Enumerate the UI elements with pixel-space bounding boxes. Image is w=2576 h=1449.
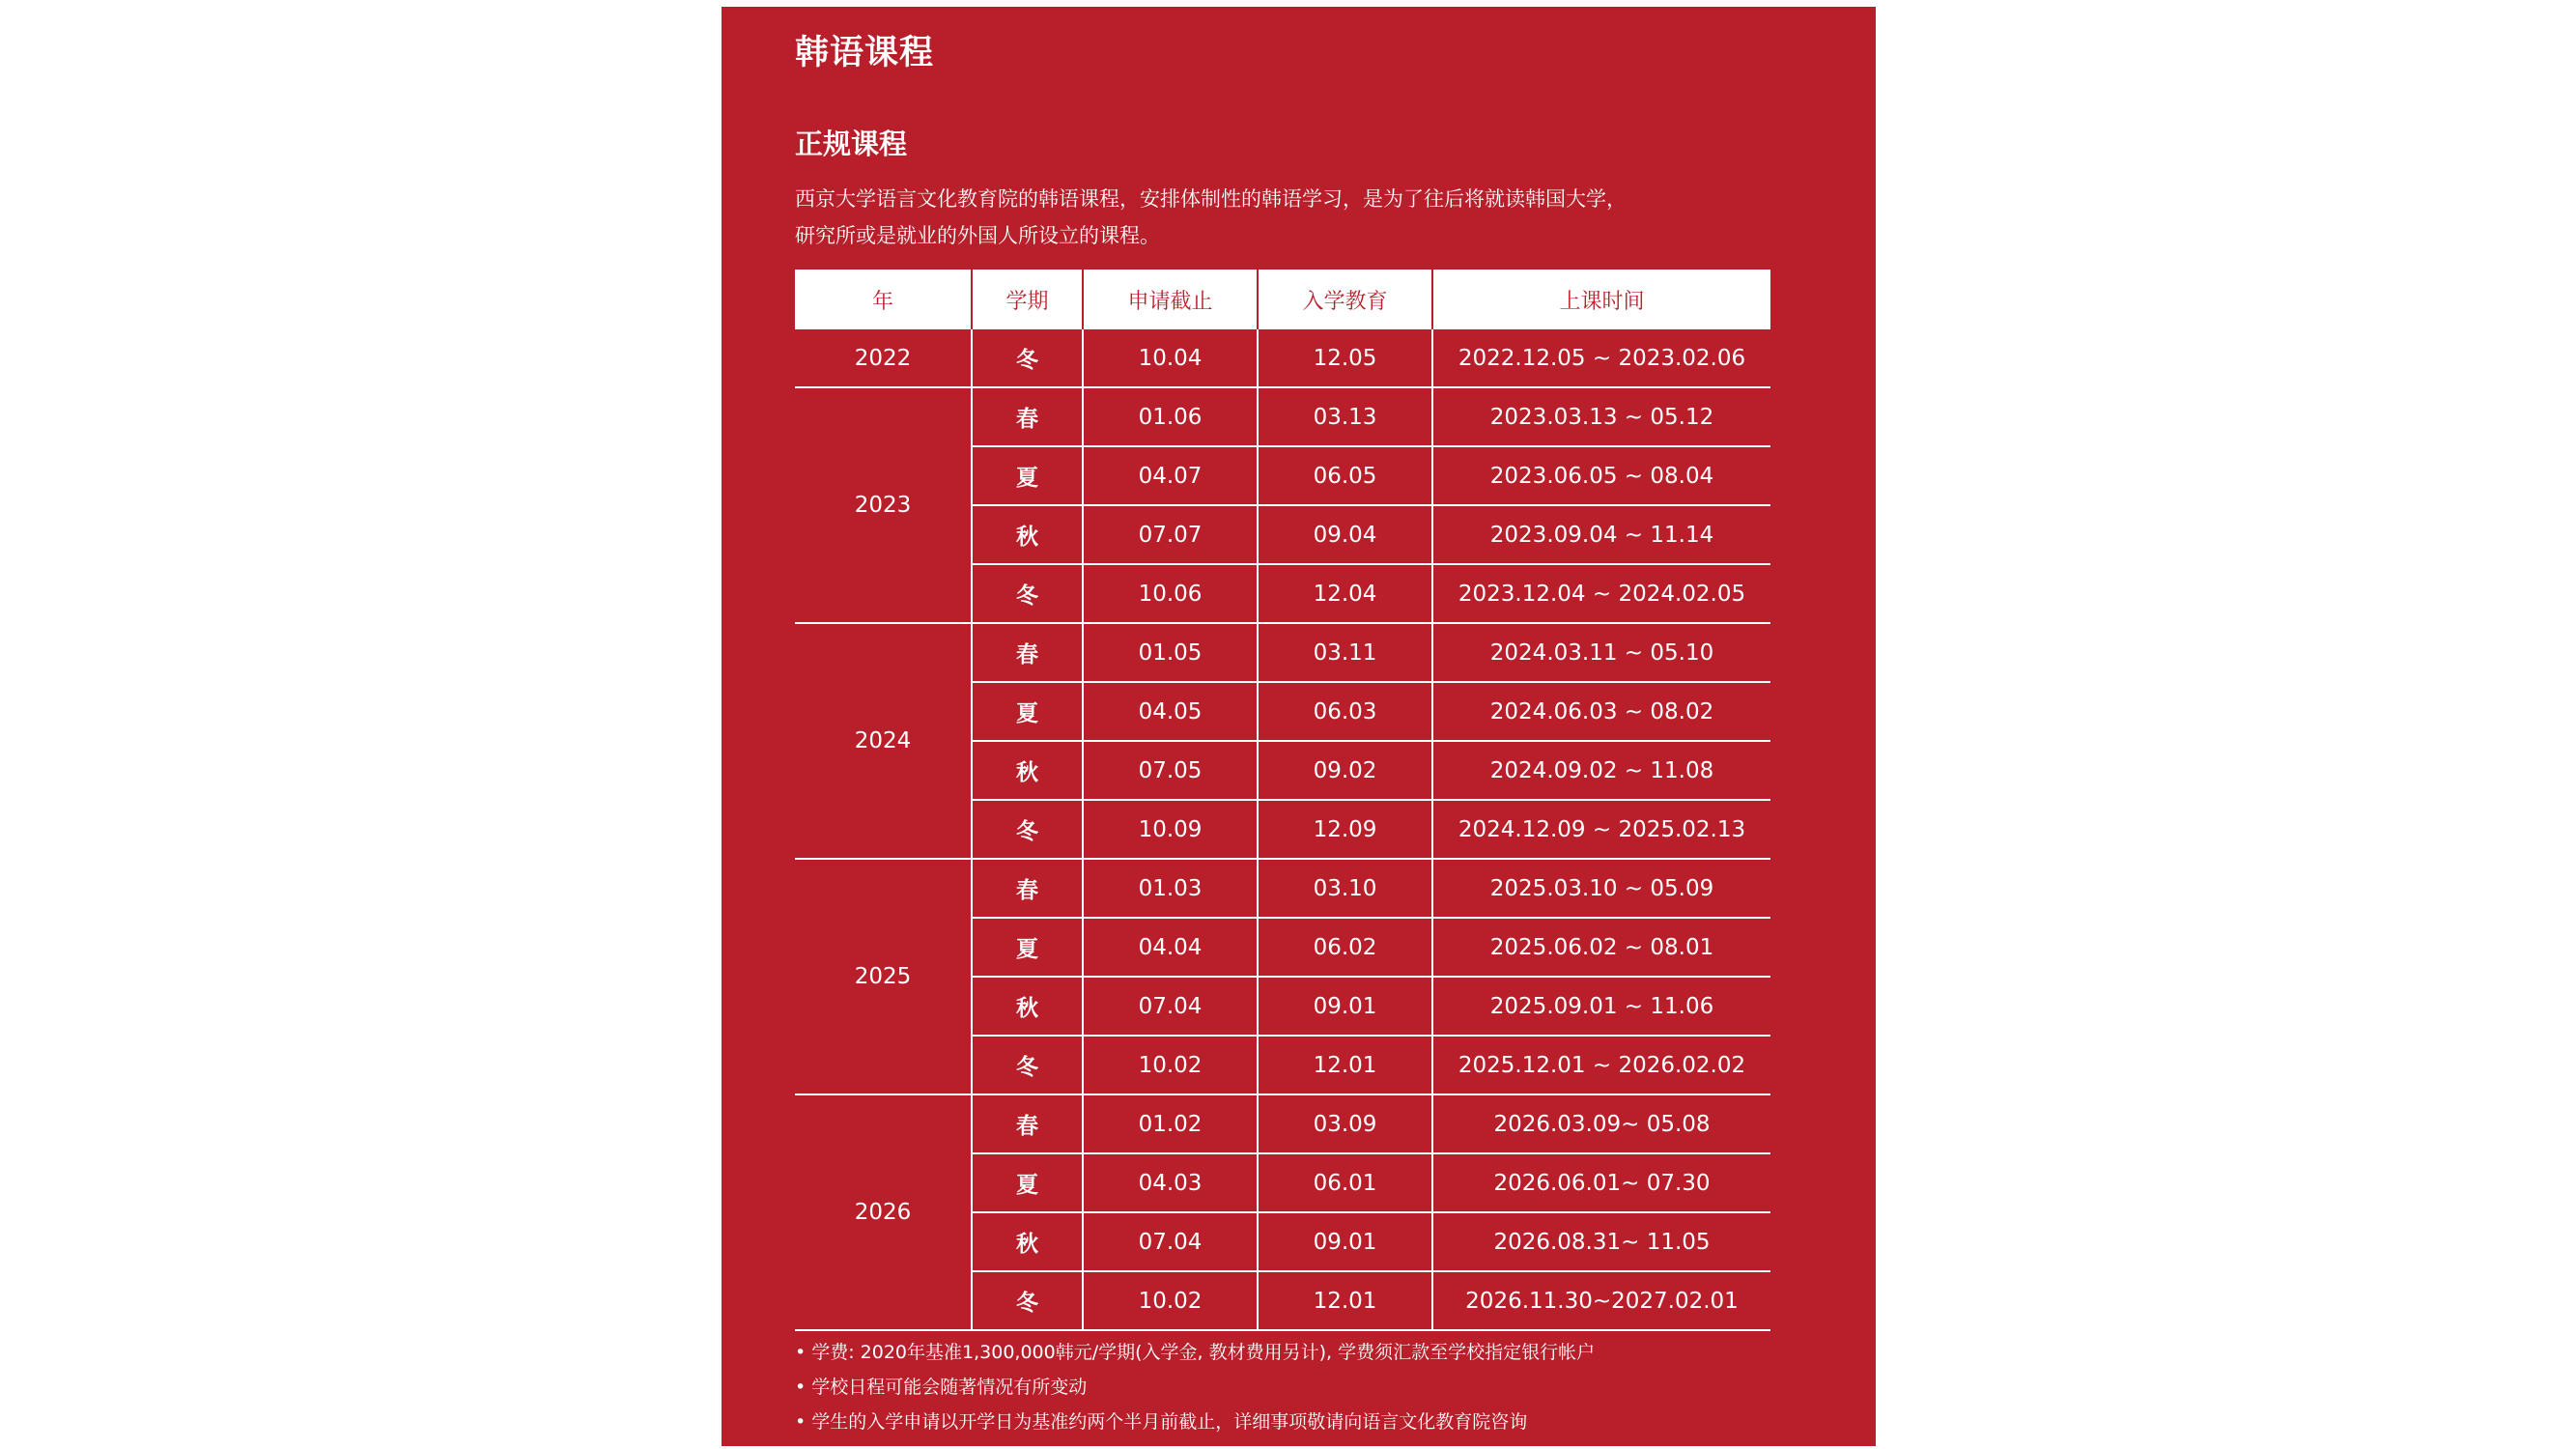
cell-year: 2023 [795,387,972,623]
cell-deadline: 04.04 [1083,918,1258,977]
cell-deadline: 07.04 [1083,1212,1258,1271]
cell-orientation: 03.10 [1258,859,1432,918]
cell-period: 2025.03.10 ~ 05.09 [1432,859,1770,918]
cell-deadline: 01.02 [1083,1094,1258,1153]
cell-orientation: 09.04 [1258,505,1432,564]
cell-period: 2025.12.01 ~ 2026.02.02 [1432,1036,1770,1094]
course-panel [722,7,1876,1446]
cell-orientation: 06.02 [1258,918,1432,977]
cell-orientation: 09.01 [1258,1212,1432,1271]
cell-term: 春 [972,623,1083,682]
cell-orientation: 06.01 [1258,1153,1432,1212]
intro-text [795,181,1819,254]
cell-deadline: 04.07 [1083,446,1258,505]
cell-term: 春 [972,859,1083,918]
cell-term: 秋 [972,505,1083,564]
cell-term: 秋 [972,741,1083,800]
schedule-body [795,329,1770,1330]
page-title: 韩语课程 [795,34,935,72]
intro-line: 研究所或是就业的外国人所设立的课程。 [795,224,1160,247]
cell-deadline: 01.06 [1083,387,1258,446]
table-row [795,1094,1770,1153]
cell-year: 2022 [795,329,972,387]
cell-period: 2026.06.01~ 07.30 [1432,1153,1770,1212]
cell-deadline: 10.06 [1083,564,1258,623]
table-row [795,387,1770,446]
cell-orientation: 12.01 [1258,1271,1432,1330]
bullet: • [795,1411,807,1433]
bullet: • [795,1342,807,1363]
note-item [795,1405,1595,1439]
header-period: 上课时间 [1432,270,1770,329]
cell-orientation: 03.09 [1258,1094,1432,1153]
cell-deadline: 10.02 [1083,1036,1258,1094]
cell-term: 春 [972,1094,1083,1153]
note-item [795,1370,1595,1405]
note-text: 学校日程可能会随著情况有所变动 [811,1377,1088,1398]
cell-orientation: 12.05 [1258,329,1432,387]
cell-orientation: 09.02 [1258,741,1432,800]
cell-period: 2024.09.02 ~ 11.08 [1432,741,1770,800]
cell-period: 2022.12.05 ~ 2023.02.06 [1432,329,1770,387]
cell-term: 夏 [972,918,1083,977]
cell-term: 冬 [972,329,1083,387]
cell-deadline: 01.03 [1083,859,1258,918]
cell-deadline: 04.03 [1083,1153,1258,1212]
intro-line: 西京大学语言文化教育院的韩语课程，安排体制性的韩语学习，是为了往后将就读韩国大学， [795,187,1627,211]
cell-deadline: 04.05 [1083,682,1258,741]
header-orientation: 入学教育 [1258,270,1432,329]
cell-term: 冬 [972,564,1083,623]
cell-deadline: 10.09 [1083,800,1258,859]
cell-deadline: 07.05 [1083,741,1258,800]
cell-orientation: 12.09 [1258,800,1432,859]
cell-period: 2025.09.01 ~ 11.06 [1432,977,1770,1036]
cell-period: 2025.06.02 ~ 08.01 [1432,918,1770,977]
cell-deadline: 10.04 [1083,329,1258,387]
cell-orientation: 12.04 [1258,564,1432,623]
cell-period: 2024.12.09 ~ 2025.02.13 [1432,800,1770,859]
cell-period: 2026.03.09~ 05.08 [1432,1094,1770,1153]
table-row [795,859,1770,918]
section-title: 正规课程 [795,128,908,160]
table-row [795,329,1770,387]
cell-orientation: 03.11 [1258,623,1432,682]
cell-period: 2023.03.13 ~ 05.12 [1432,387,1770,446]
cell-term: 夏 [972,446,1083,505]
cell-orientation: 03.13 [1258,387,1432,446]
cell-term: 冬 [972,1036,1083,1094]
cell-orientation: 06.03 [1258,682,1432,741]
note-text: 学费: 2020年基准1,300,000韩元/学期(入学金, 教材费用另计), 学费须汇款至学校指定银行帐户 [811,1342,1596,1363]
cell-deadline: 01.05 [1083,623,1258,682]
cell-term: 夏 [972,682,1083,741]
cell-term: 冬 [972,1271,1083,1330]
cell-period: 2024.06.03 ~ 08.02 [1432,682,1770,741]
header-term: 学期 [972,270,1083,329]
table-header-row [795,270,1770,329]
schedule-table [795,270,1770,1331]
cell-period: 2026.08.31~ 11.05 [1432,1212,1770,1271]
cell-term: 秋 [972,1212,1083,1271]
cell-period: 2026.11.30~2027.02.01 [1432,1271,1770,1330]
cell-orientation: 06.05 [1258,446,1432,505]
cell-orientation: 12.01 [1258,1036,1432,1094]
cell-period: 2023.09.04 ~ 11.14 [1432,505,1770,564]
cell-orientation: 09.01 [1258,977,1432,1036]
cell-term: 夏 [972,1153,1083,1212]
cell-deadline: 07.07 [1083,505,1258,564]
cell-year: 2024 [795,623,972,859]
cell-period: 2024.03.11 ~ 05.10 [1432,623,1770,682]
note-item [795,1335,1595,1370]
cell-deadline: 07.04 [1083,977,1258,1036]
cell-year: 2025 [795,859,972,1094]
header-year: 年 [795,270,972,329]
cell-period: 2023.06.05 ~ 08.04 [1432,446,1770,505]
cell-term: 冬 [972,800,1083,859]
cell-deadline: 10.02 [1083,1271,1258,1330]
cell-term: 春 [972,387,1083,446]
cell-year: 2026 [795,1094,972,1330]
notes [795,1335,1595,1439]
bullet: • [795,1377,807,1398]
table-row [795,623,1770,682]
cell-period: 2023.12.04 ~ 2024.02.05 [1432,564,1770,623]
cell-term: 秋 [972,977,1083,1036]
header-deadline: 申请截止 [1083,270,1258,329]
note-text: 学生的入学申请以开学日为基准约两个半月前截止，详细事项敬请向语言文化教育院咨询 [811,1411,1528,1433]
